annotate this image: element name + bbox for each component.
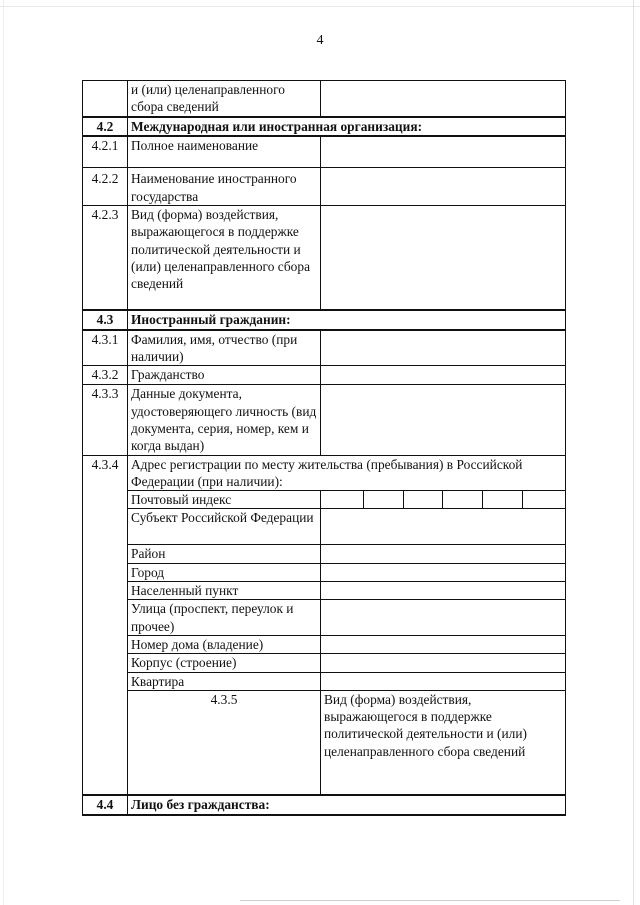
value-field[interactable] bbox=[321, 385, 566, 455]
postal-digit-cell[interactable] bbox=[442, 491, 482, 508]
section-header-row bbox=[83, 795, 566, 814]
value-field[interactable] bbox=[321, 136, 566, 168]
row-number: 4.3.5 bbox=[128, 690, 321, 795]
row-number: 4.2.3 bbox=[83, 205, 128, 310]
page-edge bbox=[3, 0, 4, 905]
table-row bbox=[83, 690, 566, 795]
row-label: Данные документа, удостоверяющего личность (вид документа, серия, номер, кем и когда выдан) bbox=[128, 385, 321, 455]
value-field[interactable] bbox=[321, 81, 566, 117]
row-label: Вид (форма) воздействия, выражающегося в поддержке политической деятельности и (или) целенаправленного сбора сведений bbox=[128, 205, 321, 310]
address-label: Номер дома (владение) bbox=[128, 635, 321, 653]
address-row bbox=[83, 582, 566, 600]
postal-digit-cell[interactable] bbox=[363, 491, 403, 508]
row-number: 4.3.2 bbox=[83, 366, 128, 385]
table-row bbox=[83, 136, 566, 168]
address-label: Улица (проспект, переулок и прочее) bbox=[128, 600, 321, 636]
row-label: Фамилия, имя, отчество (при наличии) bbox=[128, 330, 321, 366]
postal-digit-cell[interactable] bbox=[522, 491, 562, 508]
row-label: Адрес регистрации по месту жительства (пребывания) в Российской Федерации (при наличии): bbox=[128, 455, 566, 491]
row-number: 4.3.1 bbox=[83, 330, 128, 366]
row-label: Наименование иностранного государства bbox=[128, 168, 321, 206]
row-number: 4.3.3 bbox=[83, 385, 128, 455]
section-header-row bbox=[83, 117, 566, 136]
section-title: Иностранный гражданин: bbox=[128, 310, 566, 329]
row-number bbox=[83, 81, 128, 117]
value-field[interactable] bbox=[321, 672, 566, 690]
address-label: Район bbox=[128, 545, 321, 563]
table-row bbox=[83, 366, 566, 385]
table-row bbox=[83, 81, 566, 117]
value-field[interactable] bbox=[321, 545, 566, 563]
section-header-row bbox=[83, 310, 566, 329]
value-field[interactable] bbox=[321, 205, 566, 310]
postal-digit-cell[interactable] bbox=[403, 491, 443, 508]
address-row bbox=[83, 509, 566, 545]
table-row bbox=[83, 330, 566, 366]
address-label: Квартира bbox=[128, 672, 321, 690]
postal-digit-cell[interactable] bbox=[324, 491, 363, 508]
value-field[interactable] bbox=[321, 168, 566, 206]
section-number: 4.2 bbox=[83, 117, 128, 136]
row-label: и (или) целенаправленного сбора сведений bbox=[128, 81, 321, 117]
address-row bbox=[83, 563, 566, 581]
row-number: 4.2.1 bbox=[83, 136, 128, 168]
value-field[interactable] bbox=[321, 366, 566, 385]
row-label: Гражданство bbox=[128, 366, 321, 385]
address-label: Почтовый индекс bbox=[128, 491, 321, 509]
page-number: 4 bbox=[316, 33, 324, 48]
row-label: Полное наименование bbox=[128, 136, 321, 168]
value-field[interactable] bbox=[321, 600, 566, 636]
table-row bbox=[83, 205, 566, 310]
postal-index-field[interactable] bbox=[321, 491, 566, 509]
address-label: Субъект Российской Федерации bbox=[128, 509, 321, 545]
value-field[interactable] bbox=[321, 509, 566, 545]
address-row bbox=[83, 545, 566, 563]
table-row bbox=[83, 168, 566, 206]
section-number: 4.4 bbox=[83, 795, 128, 814]
table-row bbox=[83, 455, 566, 491]
value-field[interactable] bbox=[321, 563, 566, 581]
section-title: Лицо без гражданства: bbox=[128, 795, 566, 814]
address-label: Корпус (строение) bbox=[128, 654, 321, 672]
row-number: 4.2.2 bbox=[83, 168, 128, 206]
postal-digit-cell[interactable] bbox=[482, 491, 522, 508]
row-label: Вид (форма) воздействия, выражающегося в поддержке политической деятельности и (или) целенаправленного сбора сведений bbox=[321, 690, 566, 795]
address-label: Населенный пункт bbox=[128, 582, 321, 600]
value-field[interactable] bbox=[321, 330, 566, 366]
address-row bbox=[83, 654, 566, 672]
page-edge bbox=[240, 900, 620, 901]
section-number: 4.3 bbox=[83, 310, 128, 329]
table-row bbox=[83, 385, 566, 455]
section-title: Международная или иностранная организация: bbox=[128, 117, 566, 136]
address-label: Город bbox=[128, 563, 321, 581]
value-field[interactable] bbox=[321, 635, 566, 653]
page-edge bbox=[0, 6, 640, 7]
page-edge bbox=[633, 0, 634, 905]
address-row bbox=[83, 600, 566, 636]
address-row bbox=[83, 672, 566, 690]
address-row bbox=[83, 635, 566, 653]
value-field[interactable] bbox=[321, 582, 566, 600]
address-row bbox=[83, 491, 566, 509]
row-number: 4.3.4 bbox=[83, 455, 128, 795]
form-table bbox=[82, 80, 566, 816]
value-field[interactable] bbox=[321, 654, 566, 672]
